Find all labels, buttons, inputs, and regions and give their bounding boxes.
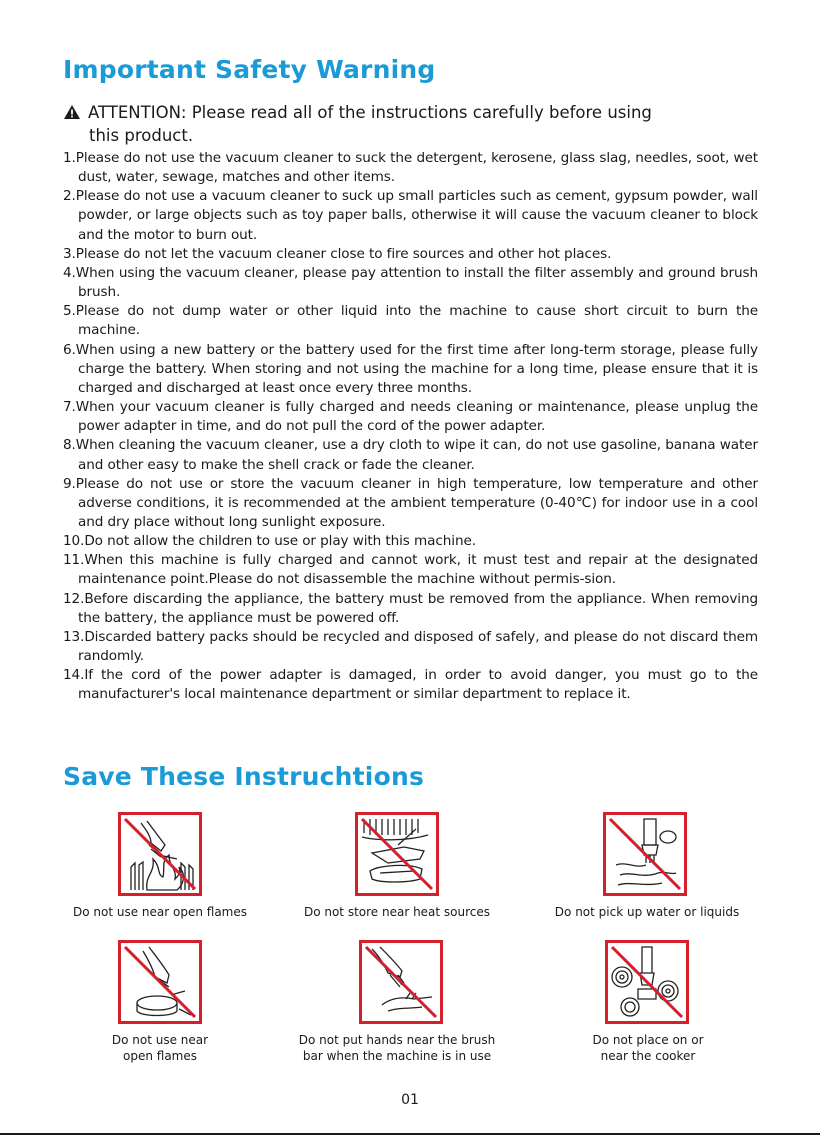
- pictogram-caption: Do not pick up water or liquids: [554, 905, 740, 919]
- warning-triangle-icon: [63, 104, 83, 125]
- no-cooker-icon: [605, 940, 689, 1024]
- attention-line-1: ATTENTION: Please read all of the instructions carefully before using: [88, 103, 652, 122]
- no-lighter-icon: [118, 940, 202, 1024]
- rule-item: 12.Before discarding the appliance, the battery must be removed from the appliance. When removing the battery, the appliance must be powered off.: [63, 590, 758, 626]
- no-open-flame-icon: [118, 812, 202, 896]
- no-heat-source-icon: [355, 812, 439, 896]
- rule-item: 14.If the cord of the power adapter is damaged, in order to avoid danger, you must go to the manufacturer's local maintenance department or similar department to replace it.: [63, 667, 758, 703]
- rule-item: 11.When this machine is fully charged and cannot work, it must test and repair at the designated maintenance point.Please do not disassemble the machine without permis-sion.: [63, 552, 758, 588]
- rule-item: 10.Do not allow the children to use or play with this machine.: [63, 533, 476, 550]
- rule-item: 4.When using the vacuum cleaner, please pay attention to install the filter assembly and ground brush brush.: [63, 264, 758, 301]
- rule-item: 7.When your vacuum cleaner is fully charged and needs cleaning or maintenance, please unplug the power adapter in time, and do not pull the cord of the power adapter.: [63, 399, 758, 435]
- pictogram-caption: Do not store near heat sources: [303, 905, 491, 919]
- no-water-icon: [603, 812, 687, 896]
- attention-line-2: this product.: [89, 126, 194, 145]
- rule-item: 6.When using a new battery or the battery used for the first time after long-term storage, please fully charge the battery. When storing and not using the machine for a long time, please ensure that it is charged and discharged at least once every three months.: [63, 341, 758, 396]
- page-title: Important Safety Warning: [63, 55, 436, 84]
- page-number: 01: [401, 1092, 419, 1108]
- pictogram-caption: Do not put hands near the brush bar when the machine is in use: [298, 1033, 496, 1063]
- rule-item: 1.Please do not use the vacuum cleaner to suck the detergent, kerosene, glass slag, needles, soot, wet dust, water, sewage, matches and other items.: [63, 150, 758, 186]
- rule-item: 5.Please do not dump water or other liquid into the machine to cause short circuit to burn the machine.: [63, 303, 758, 339]
- rule-item: 13.Discarded battery packs should be recycled and disposed of safely, and please do not discard them randomly.: [63, 628, 758, 665]
- attention-notice: [63, 102, 763, 146]
- save-instructions-title: Save These Instruchtions: [63, 762, 425, 791]
- rule-item: 3.Please do not let the vacuum cleaner close to fire sources and other hot places.: [63, 245, 612, 262]
- safety-rules-list: [63, 149, 758, 705]
- pictogram-caption: Do not use near open flames: [111, 1033, 209, 1063]
- pictogram-caption: Do not use near open flames: [72, 905, 247, 919]
- rule-item: 8.When cleaning the vacuum cleaner, use a dry cloth to wipe it can, do not use gasoline, banana water and other easy to make the shell crack or fade the cleaner.: [63, 437, 758, 473]
- rule-item: 9.Please do not use or store the vacuum cleaner in high temperature, low temperature and other adverse conditions, it is recommended at the ambient temperature (0-40℃) for indoor use in a cool and dry place without long sunlight exposure.: [63, 475, 758, 530]
- pictogram-caption: Do not place on or near the cooker: [592, 1033, 704, 1063]
- no-hands-near-brush-icon: [359, 940, 443, 1024]
- rule-item: 2.Please do not use a vacuum cleaner to suck up small particles such as cement, gypsum powder, wall powder, or large objects such as toy paper balls, otherwise it will cause the vacuum cleaner to block and the motor to burn out.: [63, 188, 758, 243]
